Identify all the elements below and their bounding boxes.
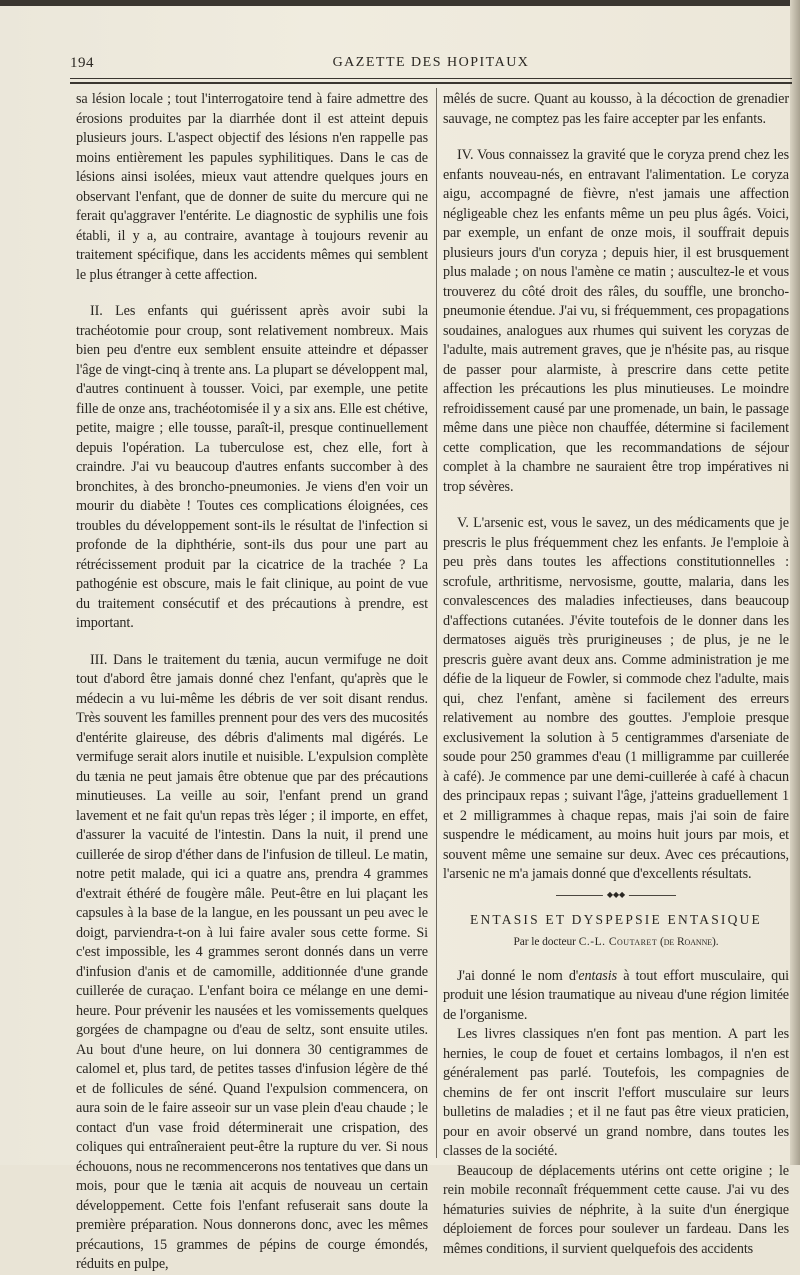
column-divider	[436, 88, 437, 1158]
header-rule-thick	[70, 82, 792, 84]
left-column	[76, 90, 428, 1275]
byline-place: (de Roanne).	[660, 936, 719, 948]
right-paragraph-6: Beaucoup de déplacements utérins ont cette origine ; le rein mobile reconnaît fréquemment cette cause. J'ai vu des hématuries suivies de néphrite, à la suite d'un énergique déploiement de forces pour soulever un fardeau. Dans les mêmes conditions, il survient quelquefois des accidents	[443, 1162, 789, 1257]
p4-before: J'ai donné le nom d'	[457, 967, 579, 984]
byline-prefix: Par le docteur	[513, 936, 576, 948]
separator-ornament: ◆◆◆	[603, 891, 629, 899]
p4-after: à tout effort musculaire, qui produit une lésion traumatique au niveau d'une région limitée de l'organisme.	[443, 967, 789, 1023]
header-rule	[70, 78, 792, 79]
right-paragraph-1: mêlés de sucre. Quant au kousso, à la décoction de grenadier sauvage, ne comptez pas les faire accepter par les enfants.	[443, 91, 789, 127]
right-paragraph-4	[443, 967, 789, 1026]
byline-author: C.-L. Coutaret	[578, 936, 658, 948]
journal-title: GAZETTE DES HOPITAUX	[332, 55, 530, 70]
right-column	[443, 90, 789, 1259]
section-separator	[556, 889, 676, 899]
right-paragraph-5: Les livres classiques n'en font pas mention. A part les hernies, le coup de fouet et certains lombagos, il n'en est généralement pas parlé. Toutefois, les compagnies de chemins de fer ont inscrit l'effort musculaire sur leurs bulletins de maladies ; et il ne faut pas être vieux praticien, pour en avoir observé un grand nombre, dans toutes les classes de la société.	[443, 1026, 789, 1159]
right-paragraph-2: IV. Vous connaissez la gravité que le coryza prend chez les enfants nouveau-nés, en entravant l'alimentation. Le coryza aigu, accompagné de fièvre, n'est jamais une affection négligeable chez les enfants même un peu plus âgés. Voici, par exemple, un enfant de onze mois, il souffrait depuis plusieurs jours d'un coryza ; depuis hier, il est brusquement plus malade ; on nous l'amène ce matin ; auscultez-le et vous trouverez du côté droit des râles, du souffle, une broncho-pneumonie étendue. J'ai vu, si fréquemment, ces propagations soudaines, analogues aux rhumes qui suivent les coryzas de l'adulte, mais autrement graves, que je n'hésite pas, au risque de passer pour alarmiste, à prescrire dans cette petite affection les précautions les plus minutieuses. Le moindre refroidissement causé par une promenade, un bain, le passage même dans une pièce non chauffée, détermine si facilement cette complication, que les recommandations de séjour complet à la chambre ne sauraient être trop impératives ni trop sévères.	[443, 147, 789, 495]
article-byline	[443, 933, 789, 953]
left-paragraph-3: III. Dans le traitement du tænia, aucun vermifuge ne doit tout d'abord être jamais donné chez l'enfant, qu'après que le médecin a vu lui-même les débris de ver soit disant rendus. Très souvent les familles prennent pour des vers des mucosités d'entérite glaireuse, des débris d'aliments mal digérés. Le vermifuge serait alors inutile et nuisible. L'expulsion complète du tænia ne peut jamais être obtenue que par des précautions minutieuses. La veille au soir, l'enfant prend un grand lavement et ne fait qu'un repas très léger ; il importe, en effet, d'assurer la vacuité de l'intestin. Dans la nuit, il prend une cuillerée de sirop d'éther dans de l'infusion de tilleul. Le matin, notre petit malade, qui ici a quatre ans, prendra 4 grammes d'extrait éthéré de fougère mâle. Peut-être en lui plaçant les capsules à la base de la langue, en les poussant un peu avec le doigt, parviendra-t-on à lui faire avaler sous cette forme. Si c'est impossible, les 4 grammes seront donnés dans un verre d'infusion d'anis et de camomille, additionnée d'une grande cuillerée de curaçao. L'enfant boira ce mélange en une demi-heure. Pour prévenir les nausées et les vomissements quelques gorgées de champagne ou d'eau de seltz, sont ensuite utiles. Au bout d'une heure, on lui donnera 30 centigrammes de calomel et, plus tard, de petites tasses d'infusion légère de thé et de follicules de séné. Quand l'expulsion commencera, on aura soin de le faire asseoir sur un vase plein d'eau chaude ; le contact d'un vase froid déterminerait une crispation, des coliques qui entraîneraient peut-être la rupture du ver. Si nous échouons, nous ne recommencerons nos tentatives que dans un mois, pour que le tænia ait acquis de nouveau un certain développement. Cette fois l'enfant refuserait sans doute la première préparation. Nous donnerons donc, avec les mêmes précautions, 15 grammes de pépins de courge émondés, réduits en pulpe,	[76, 651, 428, 1272]
p4-term: entasis	[578, 967, 617, 984]
page-number: 194	[70, 55, 94, 71]
page-top-border	[0, 0, 800, 6]
page-binding-edge	[790, 0, 800, 1165]
left-paragraph-2: II. Les enfants qui guérissent après avoir subi la trachéotomie pour croup, sont relativement nombreux. Mais bien peu d'entre eux semblent ensuite atteindre et dépasser l'âge de vingt-cinq à trente ans. La plupart se développent mal, d'autres continuent à tousser. Voici, par exemple, une petite fille de onze ans, trachéotomisée il y a six ans. Elle est chétive, petite, maigre ; elle tousse, paraît-il, presque continuellement depuis l'opération. La tuberculose est, chez elle, fort à craindre. J'ai vu beaucoup d'autres enfants succomber à des bronchites, à des broncho-pneumonies. Je viens d'en voir un mourir du diabète ! Toutes ces complications éloignées, ces troubles du développement sont-ils le résultat de l'infection si profonde de la diphthérie, sont-ils dus pour une part au rétrécissement produit par la cicatrice de la trachée ? La pathogénie est obscure, mais le fait clinique, au point de vue du traitement consécutif et des précautions à prendre, est important.	[76, 303, 428, 631]
left-paragraph-1: sa lésion locale ; tout l'interrogatoire tend à faire admettre des érosions produites par la diarrhée dont il est atteint depuis plusieurs jours. L'aspect objectif des lésions n'en rappelle pas moins entièrement les papules syphilitiques. Dans le cas de lésions ainsi isolées, mieux vaut attendre quelques jours en observant l'enfant, que de donner de suite du mercure qui ne ferait qu'aggraver l'entérite. Le diagnostic de syphilis une fois établi, il y a, au contraire, avantage à toujours revenir au traitement spécifique, dans les accidents mêmes qui semblent le plus étranger à cette affection.	[76, 91, 428, 283]
right-paragraph-3: V. L'arsenic est, vous le savez, un des médicaments que je prescris le plus fréquemment chez les enfants. Je l'emploie à peu près dans toutes les affections constitutionnelles : scrofule, arthritisme, nervosisme, goutte, malaria, dans les convalescences des maladies infectieuses, dans beaucoup d'affections cutanées. J'évite toutefois de le donner dans les dermatoses aiguës très prurigineuses ; de plus, je ne le prescris guère avant deux ans. Comme administration je me défie de la liqueur de Fowler, si commode chez l'adulte, mais qui, chez l'enfant, amène si facilement des erreurs relativement au nombre des gouttes. J'emploie presque exclusivement la solution à 5 centigrammes d'arseniate de soude pour 250 grammes d'eau (1 milligramme par cuillerée à café). Je commence par une demi-cuillerée à café à chacun des principaux repas ; suivant l'âge, j'atteins graduellement 1 et 2 milligrammes à chaque repas, mais j'ai soin de faire suspendre le médicament, au moins huit jours par mois, et souvent même une semaine sur deux. Avec ces précautions, l'arsenic ne m'a jamais donné que d'excellents résultats.	[443, 515, 789, 882]
article-title: ENTASIS ET DYSPEPSIE ENTASIQUE	[470, 911, 762, 927]
page-header	[70, 55, 792, 75]
